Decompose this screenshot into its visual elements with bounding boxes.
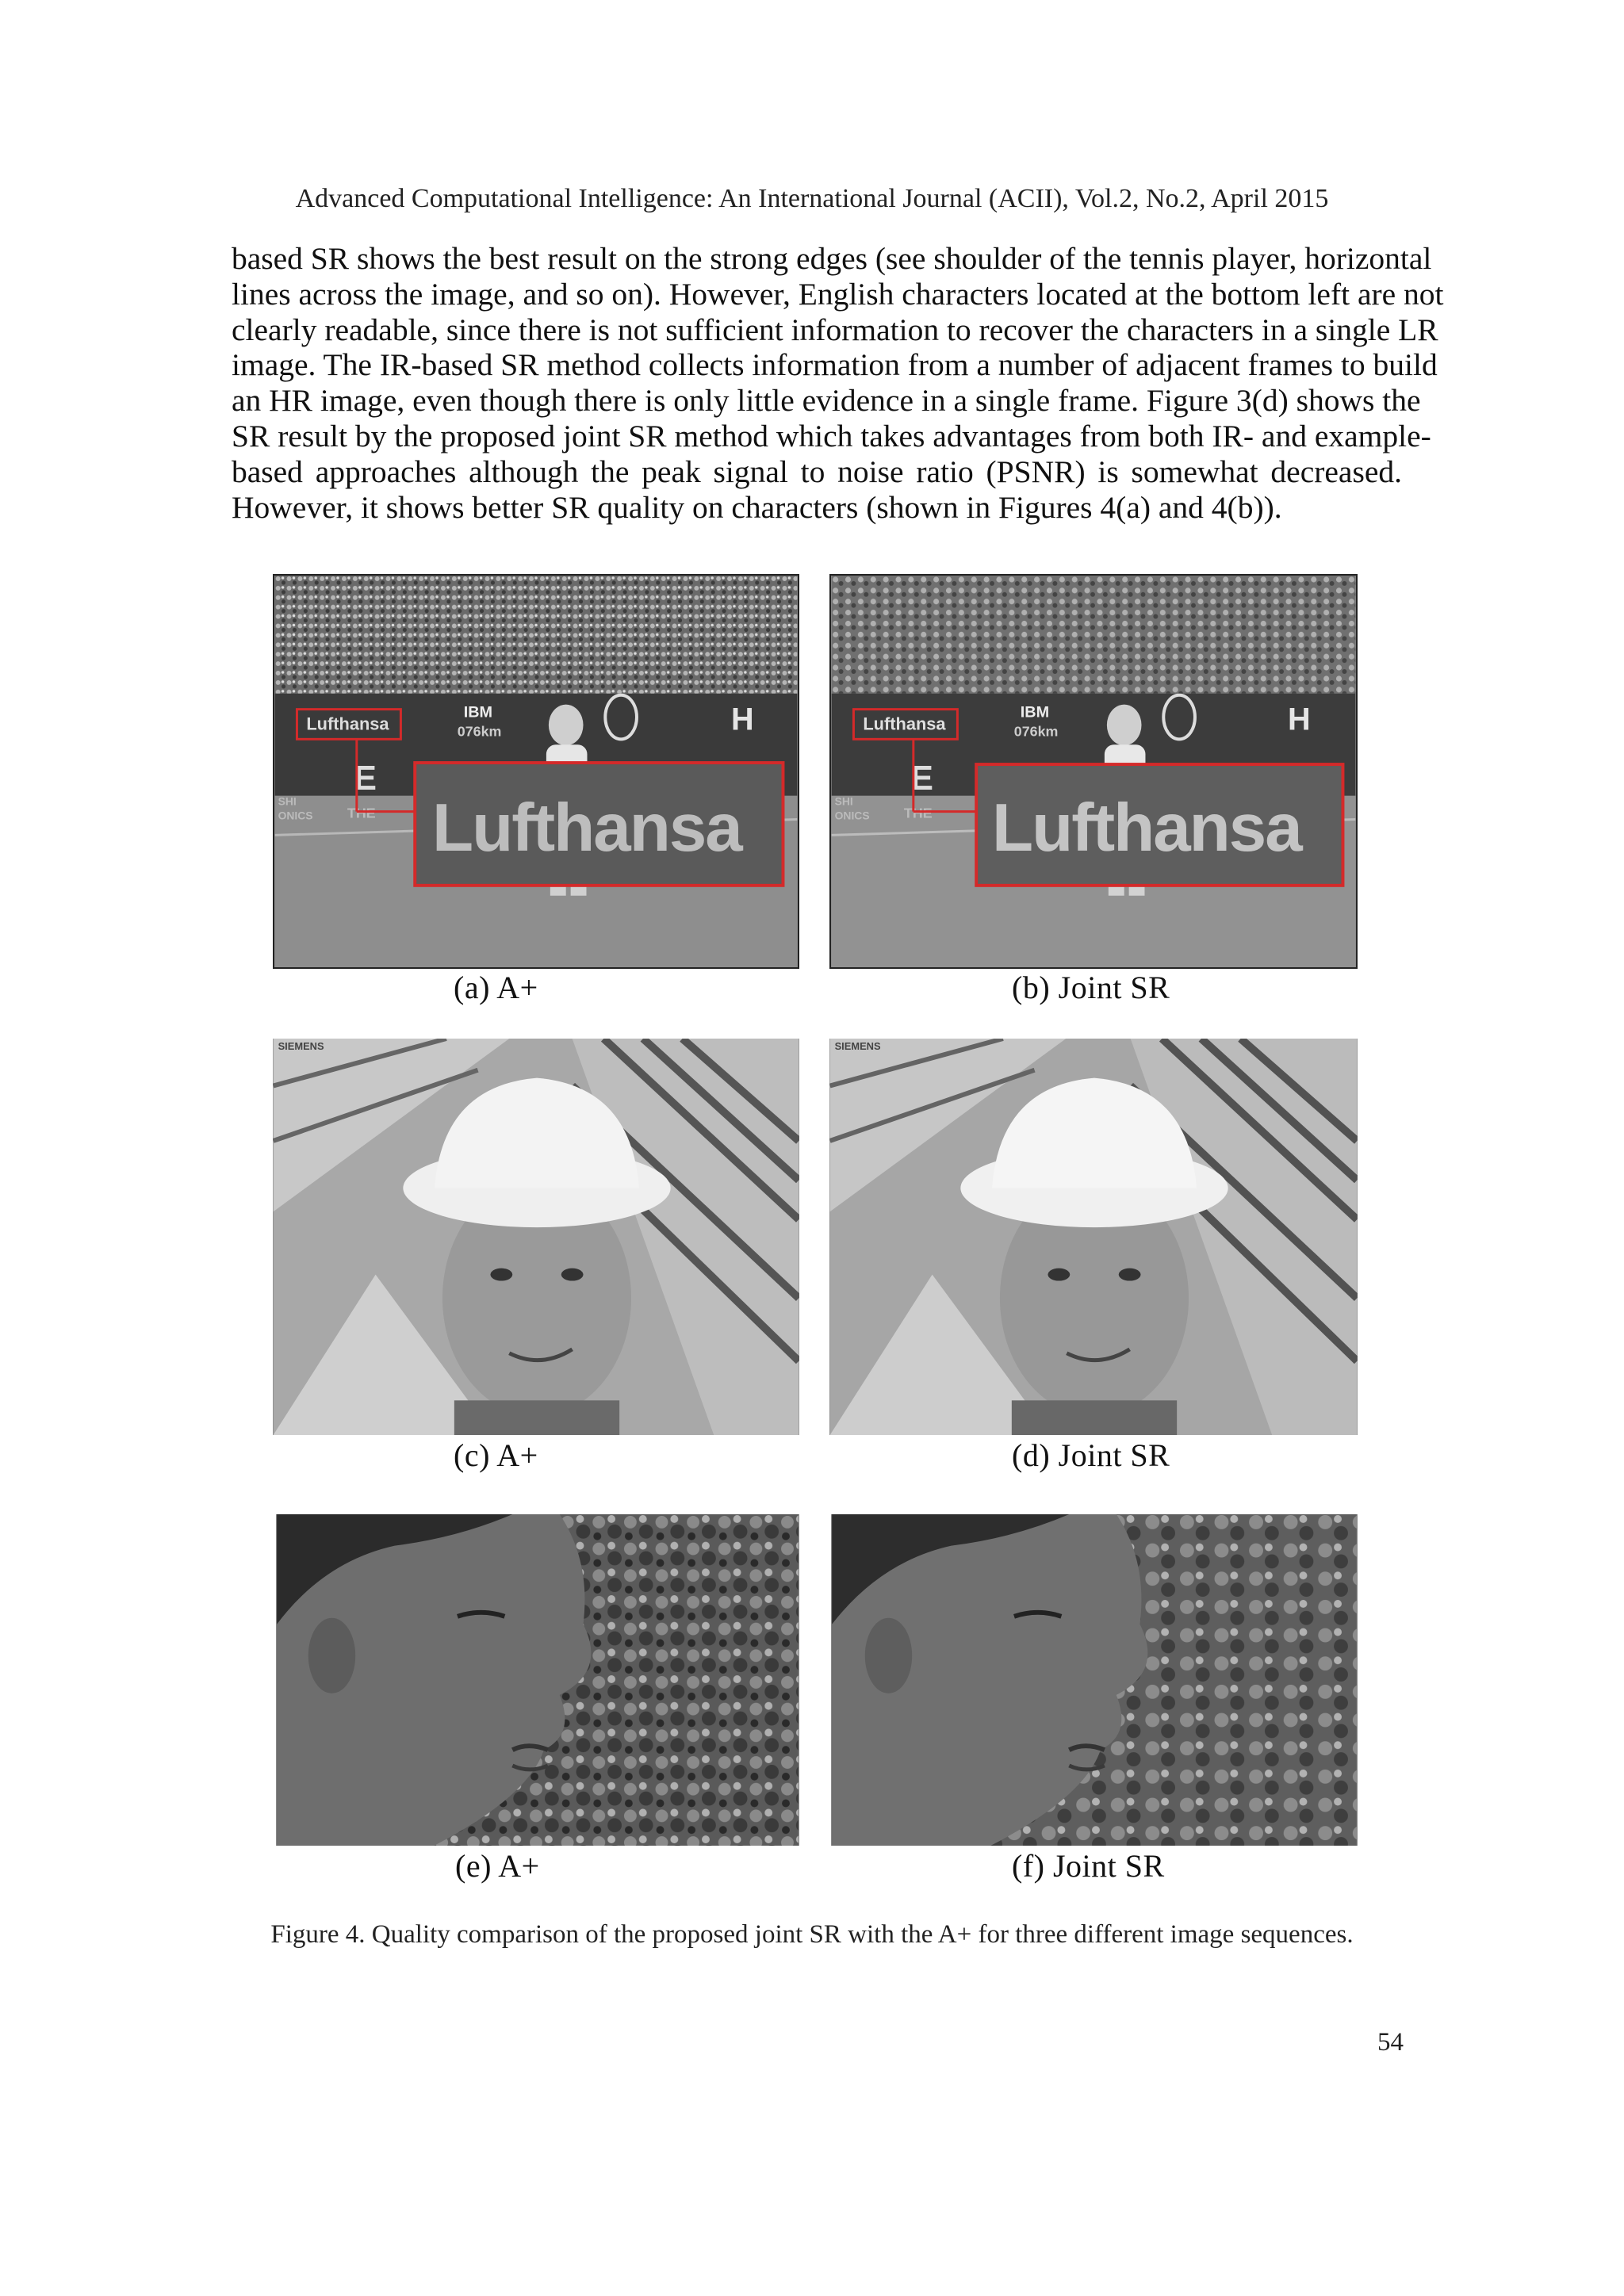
scene-speed: 076km bbox=[457, 723, 502, 740]
body-line: image. The IR-based SR method collects information from a number of adjacent frames to build bbox=[232, 347, 1438, 383]
scene-shi: SHI bbox=[834, 794, 853, 808]
running-header: Advanced Computational Intelligence: An International Journal (ACII), Vol.2, No.2, April 2015 bbox=[295, 184, 1329, 213]
scene-sponsor-small: Lufthansa bbox=[306, 714, 389, 734]
figure-panel-a bbox=[273, 574, 799, 969]
figure-panel-d bbox=[828, 1037, 1359, 1437]
body-line: based approaches although the peak signal to noise ratio (PSNR) is somewhat decreased. bbox=[232, 453, 1402, 489]
body-line: lines across the image, and so on). However, English characters located at the bottom left are not bbox=[232, 276, 1444, 312]
foreman-image bbox=[273, 1039, 799, 1435]
body-line: SR result by the proposed joint SR method which takes advantages from both IR- and example- bbox=[232, 418, 1431, 453]
foreman-image bbox=[829, 1039, 1358, 1435]
scene-h-sign: H bbox=[1288, 702, 1311, 737]
scene-ibm: IBM bbox=[1020, 703, 1050, 721]
woman-image bbox=[831, 1514, 1358, 1846]
scene-ibm: IBM bbox=[463, 703, 493, 721]
scene-sponsor-zoom: Lufthansa bbox=[992, 790, 1301, 867]
figure-label-e: (e) A+ bbox=[455, 1848, 540, 1884]
figure-label-d: (d) Joint SR bbox=[1012, 1437, 1170, 1473]
scene-e-sign: E bbox=[910, 758, 933, 798]
scene-sponsor-zoom: Lufthansa bbox=[432, 790, 741, 867]
scene-h-sign: H bbox=[731, 702, 754, 737]
scene-the-sign: THE bbox=[903, 805, 933, 821]
body-line: based SR shows the best result on the strong edges (see shoulder of the tennis player, horizontal bbox=[232, 241, 1432, 276]
figure-label-c: (c) A+ bbox=[454, 1437, 538, 1473]
body-line: an HR image, even though there is only little evidence in a single frame. Figure 3(d) shows the bbox=[232, 383, 1421, 419]
figure-label-b: (b) Joint SR bbox=[1012, 970, 1170, 1005]
figure-label-a: (a) A+ bbox=[454, 970, 538, 1005]
figure-label-f: (f) Joint SR bbox=[1012, 1848, 1165, 1884]
scene-the-sign: THE bbox=[347, 805, 376, 821]
tennis-image bbox=[831, 576, 1356, 967]
scene-siemens: SIEMENS bbox=[834, 1039, 881, 1052]
figure-panel-f bbox=[829, 1513, 1359, 1847]
scene-onics: ONICS bbox=[278, 809, 313, 822]
scene-onics: ONICS bbox=[834, 809, 870, 822]
scene-siemens: SIEMENS bbox=[278, 1039, 324, 1052]
scene-e-sign: E bbox=[353, 758, 377, 798]
scene-sponsor-small: Lufthansa bbox=[863, 714, 946, 734]
body-line: clearly readable, since there is not sufficient information to recover the characters in a single LR bbox=[232, 312, 1438, 347]
woman-image bbox=[276, 1514, 799, 1846]
figure-panel-b bbox=[829, 574, 1358, 969]
figure-caption: Figure 4. Quality comparison of the proposed joint SR with the A+ for three different image sequences. bbox=[270, 1920, 1354, 1949]
scene-speed: 076km bbox=[1013, 723, 1059, 740]
body-line: However, it shows better SR quality on characters (shown in Figures 4(a) and 4(b)). bbox=[232, 489, 1282, 525]
figure-panel-c bbox=[271, 1037, 801, 1437]
page-number: 54 bbox=[1377, 2028, 1404, 2057]
body-paragraph bbox=[232, 241, 1444, 525]
scene-shi: SHI bbox=[278, 794, 297, 808]
figure-panel-e bbox=[274, 1513, 801, 1847]
tennis-image bbox=[274, 576, 798, 967]
